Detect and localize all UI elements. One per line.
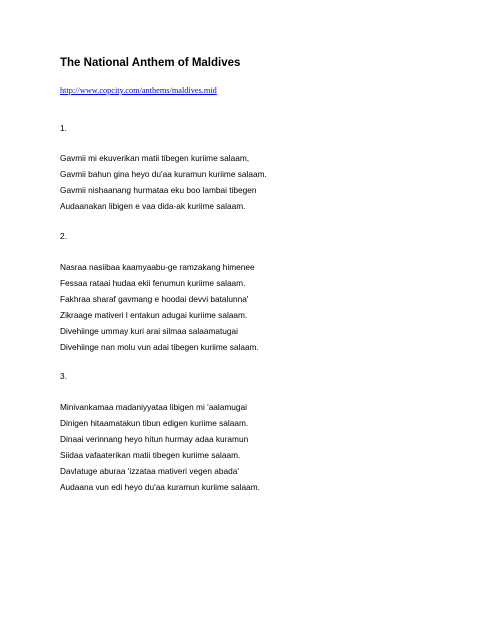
verse-line: Gavmii bahun gina heyo du'aa kuramun kuriime salaam. <box>60 169 267 179</box>
verse-number: 2. <box>60 231 67 241</box>
verse-line: Gavmii nishaanang hurmataa eku boo lambai tibegen <box>60 185 257 195</box>
verse-line: Audaana vun edi heyo du'aa kuramun kuriime salaam. <box>60 482 260 492</box>
verse-line: Minivankamaa madaniyyataa libigen mi 'aalamugai <box>60 402 247 412</box>
verse-line: Zikraage mativeri l entakun adugai kuriime salaam. <box>60 310 248 320</box>
verse-line: Siidaa vafaaterikan matii tibegen kuriime salaam. <box>60 450 241 460</box>
verse-line: Fessaa rataai hudaa ekii fenumun kuriime salaam. <box>60 278 246 288</box>
verse-line: Gavmii mi ekuverikan matii tibegen kuriime salaam, <box>60 153 250 163</box>
page-title: The National Anthem of Maldives <box>60 57 241 69</box>
verse-line: Dinaai verinnang heyo hitun hurmay adaa kuramun <box>60 434 249 444</box>
verse-line: Divehiinge ummay kuri arai silmaa salaamatugai <box>60 326 238 336</box>
verse-line: Nasraa nasiibaa kaamyaabu-ge ramzakang himenee <box>60 262 255 272</box>
verse-line: Davlatuge aburaa 'izzataa mativeri vegen abada' <box>60 466 239 476</box>
verse-line: Audaanakan libigen e vaa dida-ak kuriime salaam. <box>60 201 246 211</box>
anthem-midi-link[interactable]: http://www.copcity.com/anthems/maldives.mid <box>60 86 217 95</box>
verse-number: 1. <box>60 123 67 133</box>
verse-line: Dinigen hitaamatakun tibun edigen kuriime salaam. <box>60 418 249 428</box>
verse-line: Fakhraa sharaf gavmang e hoodai devvi batalunna' <box>60 294 249 304</box>
verse-number: 3. <box>60 371 67 381</box>
verse-line: Divehiinge nan molu vun adai tibegen kuriime salaam. <box>60 342 259 352</box>
